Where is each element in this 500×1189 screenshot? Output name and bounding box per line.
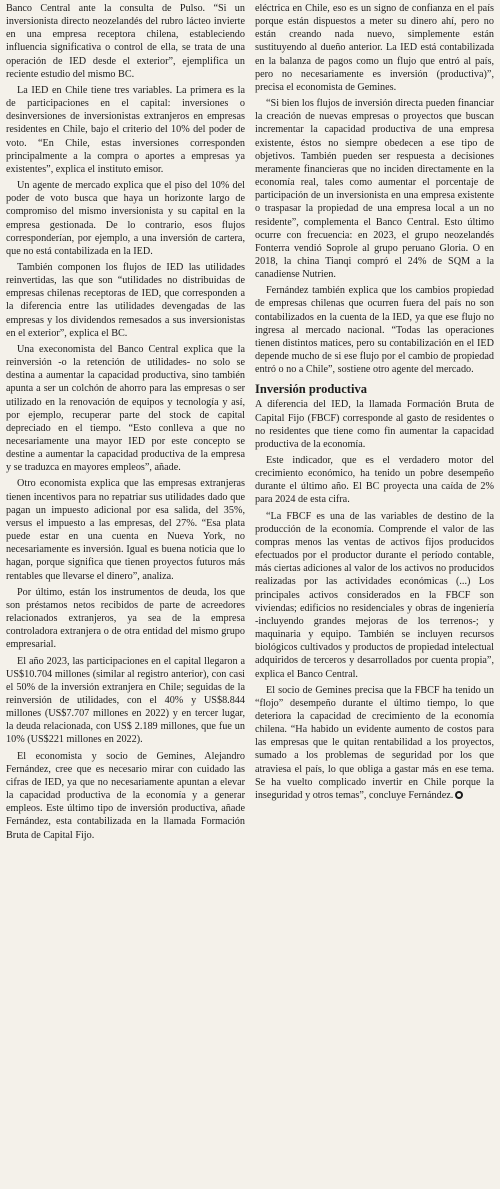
column-right bbox=[255, 2, 494, 1189]
paragraph-text: El socio de Gemines precisa que la FBCF ha tenido un “flojo” desempeño durante el último tiempo, lo que deteriora la capacidad de crecimiento de la economía chilena. “Ha habido un evidente aumento de costos para las empresas que le quitan rentabilidad a los proyectos, sumado a los problemas de seguridad por los que atraviesa el país, lo que obliga a gastar más en ese tema. Se ha vuelto complicado invertir en Chile porque la inseguridad y otros temas”, concluye Fernández. bbox=[255, 684, 494, 801]
paragraph: El economista y socio de Gemines, Alejandro Fernández, cree que es necesario mirar con cuidado las cifras de IED, ya que no necesariamente apuntan a elevar la capacidad productiva de la economía y a generar empleos. Este último tipo de inversión productiva, añade Fernández, esta contabilizada en la llamada Formación Bruta de Capital Fijo. bbox=[6, 750, 245, 841]
paragraph: A diferencia del IED, la llamada Formación Bruta de Capital Fijo (FBCF) corresponde al gasto de residentes o no residentes que tiene como fin aumentar la capacidad productiva de la economía. bbox=[255, 399, 494, 450]
paragraph: También componen los flujos de IED las utilidades reinvertidas, las que son “utilidades no distribuidas de empresas chilenas receptoras de IED, que corresponden a la diferencia entre las utilidades devengadas de las empresas y los dividendos remesados a sus inversionistas en el exterior”, explica el BC. bbox=[6, 261, 245, 339]
end-of-article-icon bbox=[455, 791, 463, 799]
paragraph: Fernández también explica que los cambios propiedad de empresas chilenas que ocurren fuera del país no son contabilizados en la cuenta de la IED, ya que ese flujo no ingresa al mercado nacional. “Todas las operaciones tienen distintos matices, pero su contabilización en el IED depende mucho de si ese flujo por el cambio de propiedad entró o no a Chile”, sostiene otro agente del mercado. bbox=[255, 285, 494, 376]
paragraph: Banco Central ante la consulta de Pulso. “Si un inversionista directo neozelandés del rubro lácteo invierte en una empresa receptora chilena, estableciendo influencia significativa o control de ella, se trata de una operación de IED desde el exterior”, ejemplifica un reciente estudio del mismo BC. bbox=[6, 3, 245, 80]
paragraph: “La FBCF es una de las variables de destino de la producción de la economía. Comprende el valor de las compras menos las ventas de activos fijos producidos efectuados por el productor durante el período contable, más ciertas adiciones al valor de los activos no producidos realizadas por las actividades económicas (...) Los principales activos considerados en la FBCF son viviendas; edificios no residenciales y obras de ingeniería -incluyendo grandes mejoras de los terrenos-; y maquinaria y equipo. También se incluyen recursos biológicos cultivados y productos de propiedad intelectual adquiridos de terceros y desarrollados por cuenta propia”, explica el Banco Central. bbox=[255, 510, 494, 680]
paragraph: Un agente de mercado explica que el piso del 10% del poder de voto busca que haya un horizonte largo de compromiso del mismo inversionista y su capital en la empresa gestionada. De lo contrario, esos flujos corresponderían, por ejemplo, a una inversión de cartera, que no está contabilizada en la IED. bbox=[6, 180, 245, 257]
paragraph: “Si bien los flujos de inversión directa pueden financiar la creación de nuevas empresas o proyectos que buscan incrementar la capacidad productiva de una empresa existente, éstos no siempre obedecen a ese tipo de objetivos. También pueden ser respuesta a decisiones meramente financieras que no inciden directamente en la economía real, tales como aumentar el porcentaje de participación de un inversionista en una empresa existente o traspasar la propiedad de una empresa local a un no residente”, complementa el Banco Central. Esto último ocurre con frecuencia: en 2023, el grupo neozelandés Fonterra vendió Soprole al grupo peruano Gloria. O en 2018, la china Tianqi compró el 24% de SQM a la canadiense Nutrien. bbox=[255, 98, 494, 281]
paragraph: Por último, están los instrumentos de deuda, los que son préstamos netos recibidos de parte de acreedores relacionados extranjeros, ya sea de la empresa controladora extranjera o de otra entidad del mismo grupo empresarial. bbox=[6, 586, 245, 651]
paragraph: Otro economista explica que las empresas extranjeras tienen incentivos para no repatriar sus utilidades dado que pagan un impuesto adicional por esa salida, del 35%, versus el impuesto a las empresas, del 27%. “Esa plata puede estar en una cuenta en Nueva York, no necesariamente es inversión. Igual es buena noticia que lo hagan, porque significa que tienen proyectos futuros más rentables que llevarse el dinero”, analiza. bbox=[6, 478, 245, 582]
paragraph: Una execonomista del Banco Central explica que la reinversión -o la retención de utilidades- no solo se destina a aumentar la capacidad productiva, sino también apunta a ser un colchón de ahorro para las empresas o ser utilizado en la renovación de equipos y tecnología y así, por ejemplo, recuperar parte del stock de capital depreciado en el tiempo. “Esto conlleva a que no necesariamente una mayor IED por este concepto se destine a aumentar la capacidad productiva de la empresa y se traduzca en mayores empleos”, añade. bbox=[6, 343, 245, 474]
paragraph: El año 2023, las participaciones en el capital llegaron a US$10.704 millones (similar al registro anterior), con casi el 50% de la inversión extranjera en Chile; seguidas de la reinversión de utilidades, con el 40% y US$8.844 millones (US$7.707 millones en 2022) y en tercer lugar, la deuda relacionada, con US$ 2.189 millones, que fue un 10% (US$221 millones en 2022). bbox=[6, 655, 245, 746]
paragraph: Este indicador, que es el verdadero motor del crecimiento económico, ha tenido un pobre desempeño durante el último año. El BC proyecta una caída de 2% para 2024 de esta cifra. bbox=[255, 455, 494, 506]
paragraph: La IED en Chile tiene tres variables. La primera es la de participaciones en el capital: inversiones o desinversiones de inversionistas extranjeros en empresas residentes en Chile, bajo el criterio del 10% del poder de voto. “En Chile, estas inversiones corresponden principalmente a la compra o aportes a empresas ya existentes”, explica el instituto emisor. bbox=[6, 84, 245, 175]
paragraph-last bbox=[255, 684, 494, 802]
section-heading: Inversión productiva bbox=[255, 382, 367, 397]
paragraph: eléctrica en Chile, eso es un signo de confianza en el país porque están dispuestos a meter su dinero ahí, pero no están creando nada nuevo, simplemente están sustituyendo al dueño anterior. La IED está contabilizada en la balanza de pagos como un flujo que entró al país, pero no necesariamente es inversión (productiva)”, precisa el economista de Gemines. bbox=[255, 3, 494, 93]
column-left bbox=[6, 2, 245, 1189]
